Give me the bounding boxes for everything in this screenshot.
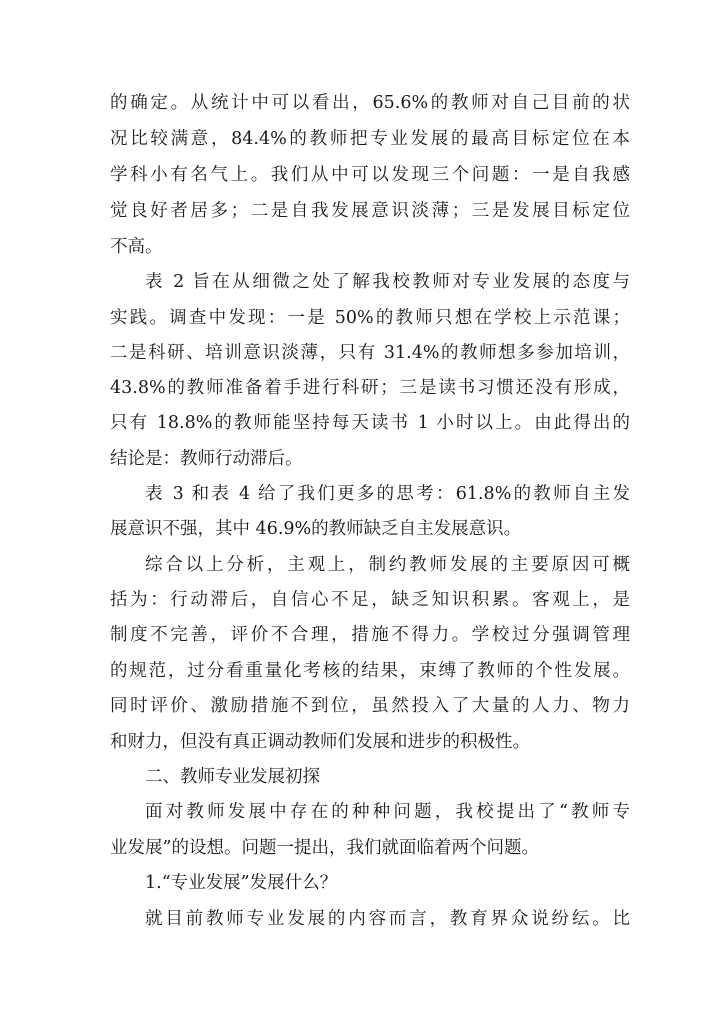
- paragraph-first-line: 就目前教师专业发展的内容而言，教育界众说纷纭。比: [145, 909, 630, 929]
- text-line: 学科小有名气上。我们从中可以发现三个问题：一是自我感: [110, 165, 630, 185]
- section-heading: 二、教师专业发展初探: [145, 767, 320, 787]
- text-line: 结论是：教师行动滞后。: [110, 449, 303, 469]
- text-line: 的规范，过分看重量化考核的结果，束缚了教师的个性发展。: [110, 661, 630, 681]
- text-line: 括为：行动滞后，自信心不足，缺乏知识积累。客观上，是: [110, 590, 630, 610]
- text-line: 的确定。从统计中可以看出，65.6%的教师对自己目前的状: [110, 93, 630, 113]
- text-line: 二是科研、培训意识淡薄，只有 31.4%的教师想多参加培训，: [110, 343, 630, 363]
- text-line: 业发展”的设想。问题一提出，我们就面临着两个问题。: [110, 838, 539, 858]
- text-line: 展意识不强，其中 46.9%的教师缺乏自主发展意识。: [110, 519, 522, 539]
- paragraph-first-line: 面对教师发展中存在的种种问题，我校提出了“教师专: [145, 802, 630, 822]
- text-line: 不高。: [110, 237, 163, 257]
- text-line: 觉良好者居多；二是自我发展意识淡薄；三是发展目标定位: [110, 201, 630, 221]
- paragraph-first-line: 表 3 和表 4 给了我们更多的思考：61.8%的教师自主发: [145, 484, 630, 504]
- text-line: 况比较满意，84.4%的教师把专业发展的最高目标定位在本: [110, 129, 630, 149]
- paragraph-first-line: 综合以上分析，主观上，制约教师发展的主要原因可概: [145, 555, 630, 575]
- text-line: 同时评价、激励措施不到位，虽然投入了大量的人力、物力: [110, 696, 630, 716]
- text-line: 和财力，但没有真正调动教师们发展和进步的积极性。: [110, 732, 530, 752]
- subsection-heading: 1.“专业发展”发展什么？: [145, 873, 338, 893]
- paragraph-first-line: 表 2 旨在从细微之处了解我校教师对专业发展的态度与: [145, 272, 630, 292]
- text-line: 只有 18.8%的教师能坚持每天读书 1 小时以上。由此得出的: [110, 413, 630, 433]
- text-line: 制度不完善，评价不合理，措施不得力。学校过分强调管理: [110, 625, 630, 645]
- text-line: 43.8%的教师准备着手进行科研；三是读书习惯还没有形成，: [110, 378, 630, 398]
- text-line: 实践。调查中发现：一是 50%的教师只想在学校上示范课；: [110, 308, 630, 328]
